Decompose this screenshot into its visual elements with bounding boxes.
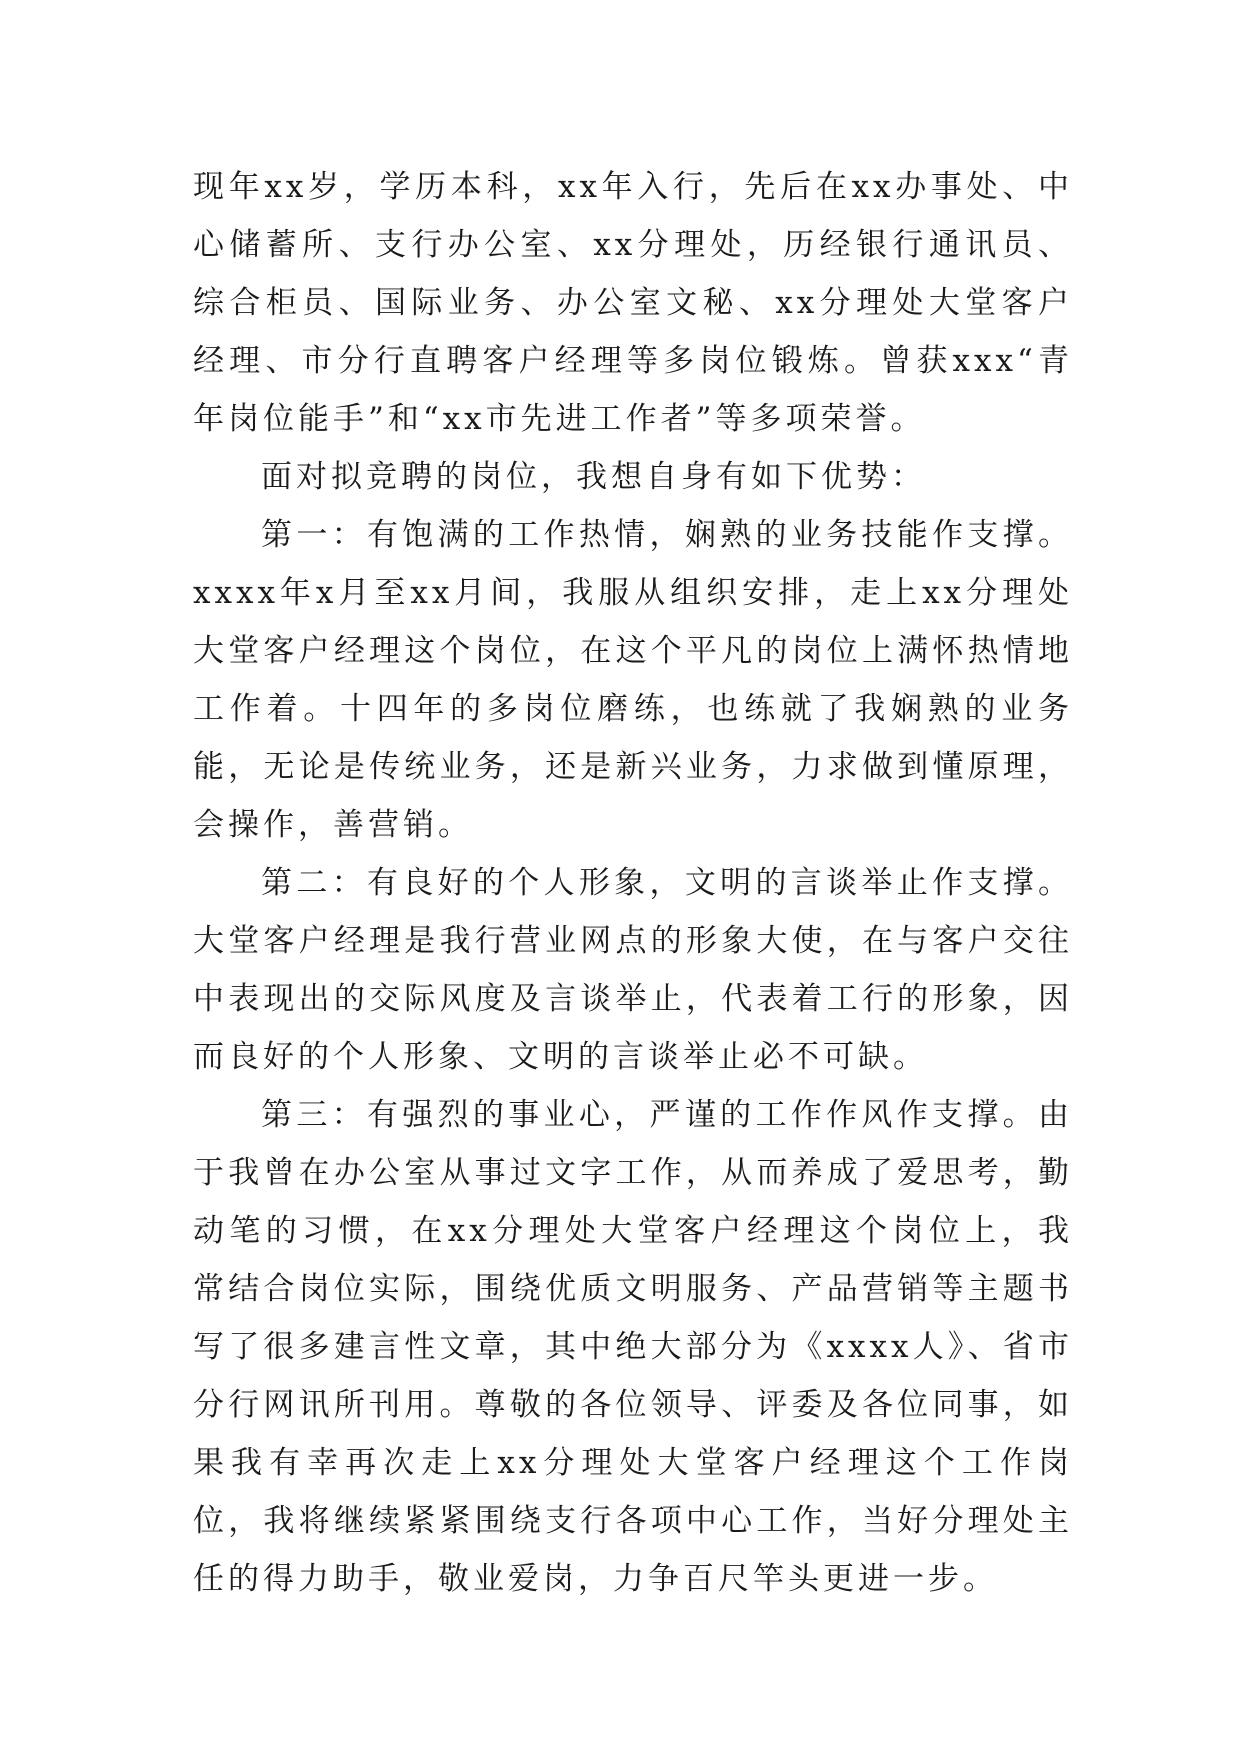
paragraph-second-advantage: 第二：有良好的个人形象，文明的言谈举止作支撑。大堂客户经理是我行营业网点的形象大使，在与客户交往中表现出的交际风度及言谈举止，代表着工行的形象，因而良好的个人形象、文明的言谈举止必不可缺。 [193, 865, 1073, 1075]
paragraph-advantages-intro: 面对拟竞聘的岗位，我想自身有如下优势： [261, 459, 926, 495]
paragraph-background: 现年xx岁，学历本科，xx年入行，先后在xx办事处、中心储蓄所、支行办公室、xx分理处，历经银行通讯员、综合柜员、国际业务、办公室文秘、xx分理处大堂客户经理、市分行直聘客户经理等多岗位锻炼。曾获xxx“青年岗位能手”和“xx市先进工作者”等多项荣誉。 [193, 169, 1073, 437]
paragraph-third-advantage: 第三：有强烈的事业心，严谨的工作作风作支撑。由于我曾在办公室从事过文字工作，从而养成了爱思考，勤动笔的习惯，在xx分理处大堂客户经理这个岗位上，我常结合岗位实际，围绕优质文明服务、产品营销等主题书写了很多建言性文章，其中绝大部分为《xxxx人》、省市分行网讯所刊用。尊敬的各位领导、评委及各位同事，如果我有幸再次走上xx分理处大堂客户经理这个工作岗位，我将继续紧紧围绕支行各项中心工作，当好分理处主任的得力助手，敬业爱岗，力争百尺竿头更进一步。 [193, 1097, 1073, 1597]
paragraph-first-advantage: 第一：有饱满的工作热情，娴熟的业务技能作支撑。xxxx年x月至xx月间，我服从组织安排，走上xx分理处大堂客户经理这个岗位，在这个平凡的岗位上满怀热情地工作着。十四年的多岗位磨练，也练就了我娴熟的业务能，无论是传统业务，还是新兴业务，力求做到懂原理，会操作，善营销。 [193, 517, 1073, 843]
document-body [193, 158, 1073, 1608]
